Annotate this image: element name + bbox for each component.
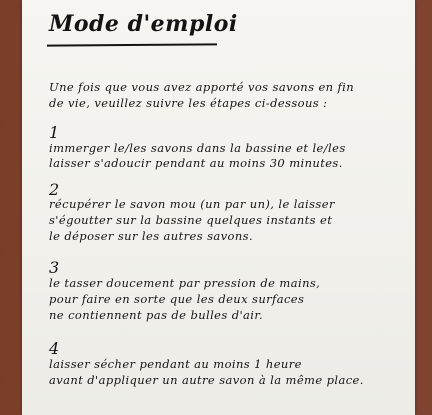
step-number-3: 3 [49, 258, 60, 277]
step-4-line-1: laisser sécher pendant au moins 1 heure [49, 357, 302, 371]
step-2-line-2: s'égoutter sur la bassine quelques instants et [49, 213, 333, 227]
title-underline [47, 43, 217, 46]
step-1-line-2: laisser s'adoucir pendant au moins 30 minutes. [49, 156, 343, 170]
step-2-line-1: récupérer le savon mou (un par un), le laisser [49, 197, 335, 211]
step-4-line-2: avant d'appliquer un autre savon à la même place. [49, 373, 364, 387]
step-1-line-1: immerger le/les savons dans la bassine et le/les [49, 141, 346, 155]
document-title: Mode d'emploi [49, 11, 238, 37]
paper-sheet [22, 0, 415, 415]
step-3-line-2: pour faire en sorte que les deux surfaces [49, 292, 305, 306]
step-number-2: 2 [49, 180, 60, 199]
step-2-line-3: le déposer sur les autres savons. [49, 229, 254, 243]
step-number-1: 1 [49, 123, 60, 142]
step-3-line-3: ne contiennent pas de bulles d'air. [49, 308, 264, 322]
step-number-4: 4 [49, 339, 60, 358]
intro-line-2: de vie, veuillez suivre les étapes ci-dessous : [49, 96, 328, 110]
intro-line-1: Une fois que vous avez apporté vos savons en fin [49, 80, 355, 94]
step-3-line-1: le tasser doucement par pression de mains, [49, 276, 321, 290]
